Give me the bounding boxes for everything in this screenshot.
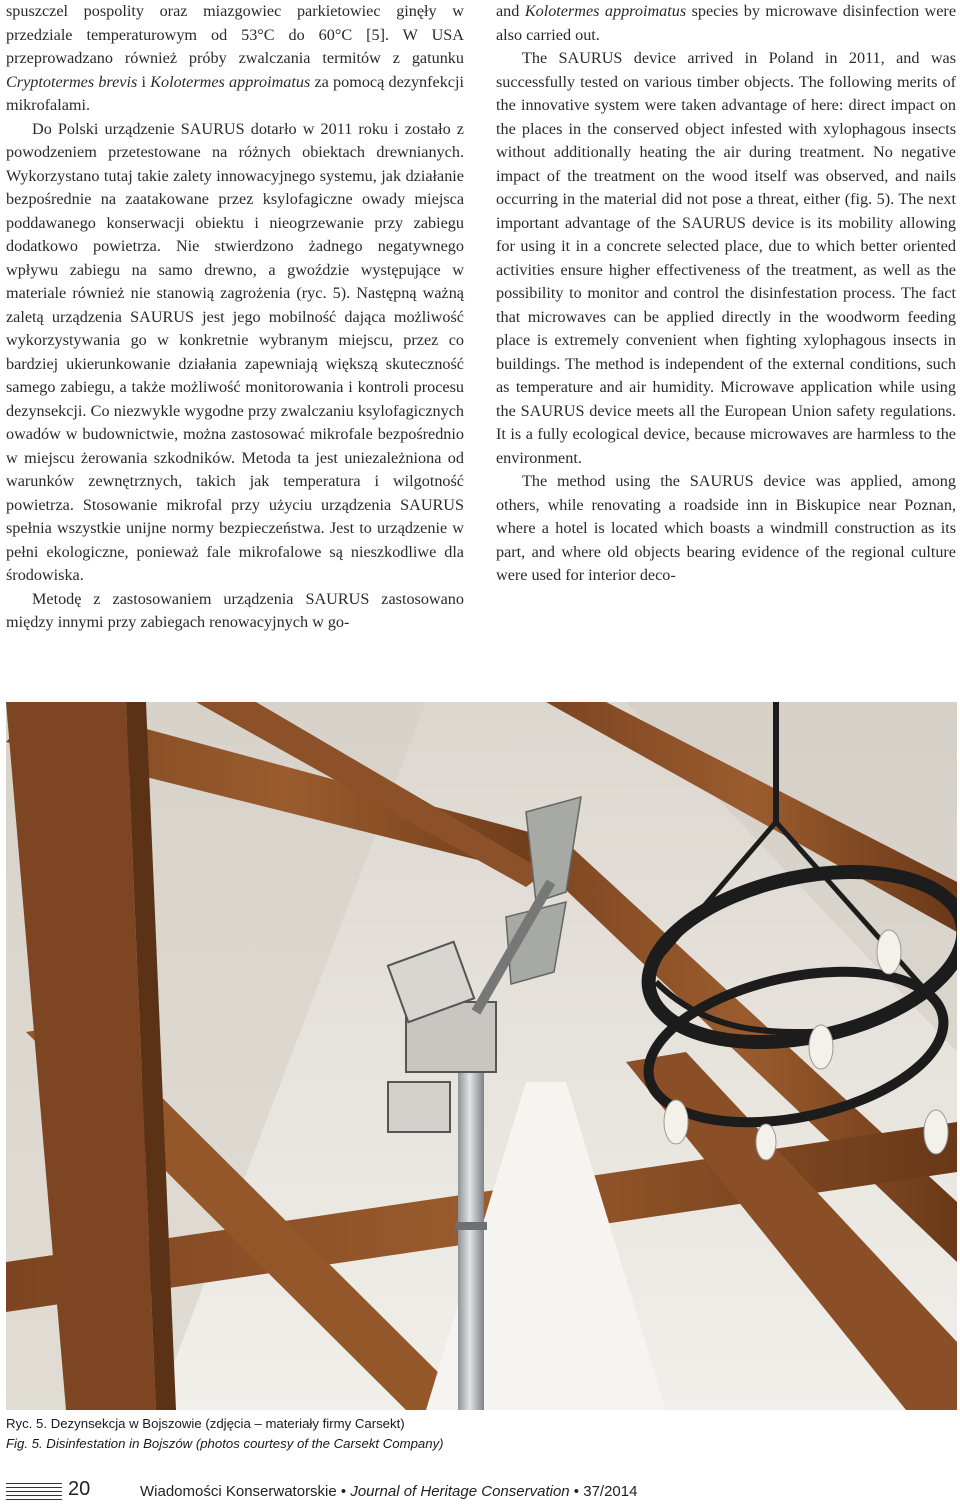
device-lower-box: [388, 1082, 450, 1132]
polish-text-column: [6, 0, 464, 635]
page-footer: [6, 1478, 956, 1508]
bulb-3: [877, 930, 901, 974]
english-paragraph-3: The method using the SAURUS device was applied, among others, while renovating a roadside inn in Biskupice near Poznan, where a hotel is located which boasts a windmill construction as its part, and where old objects bearing evidence of the regional culture were used for interior deco-: [496, 472, 956, 584]
figure-photo: [6, 702, 957, 1410]
figure-caption-polish: Ryc. 5. Dezynsekcja w Bojszowie (zdjęcia – materiały firmy Carsekt): [6, 1416, 405, 1431]
pole-joint: [455, 1222, 487, 1230]
polish-paragraph-1: spuszczel pospolity oraz miazgowiec parkietowiec ginęły w przedziale temperaturowym od 53°C do 60°C [5]. W USA przeprowadzano również próby zwalczania termitów z gatunku Cryptotermes brevis i Kolotermes approimatus za pomocą dezynfekcji mikrofalami.: [6, 2, 464, 114]
bulb-5: [756, 1124, 776, 1160]
roof-truss-photo: [6, 702, 957, 1410]
english-paragraph-2: The SAURUS device arrived in Poland in 2011, and was successfully tested on various timber objects. The following merits of the innovative system were taken advantage of here: direct impact on the places in the conserved object infested with xylophagous insects without additionally heating the air during treatment. No negative impact of the treatment on the wood itself was observed, and nails occurring in the material did not pose a threat, either (fig. 5). The next important advantage of the SAURUS device is its mobility allowing for using it in a concrete selected place, due to which better oriented activities ensure higher effectiveness of the treatment, as well as the possibility to monitor and control the disinfestation process. The fact that microwaves can be applied directly in the woodworm feeding place is extremely convenient when fighting xylophagous insects in buildings. The method is independent of the external conditions, such as temperature and air humidity. Microwave application while using the SAURUS device meets all the European Union safety regulations. It is a fully ecological device, because microwaves are harmless to the environment.: [496, 49, 956, 467]
bulb-2: [809, 1025, 833, 1069]
species-name-en: Kolotermes approimatus: [524, 2, 687, 20]
telescopic-pole: [458, 1032, 484, 1410]
bulb-4: [924, 1110, 948, 1154]
species-name-2: Kolotermes approimatus: [150, 72, 311, 91]
english-text-column: [496, 0, 956, 588]
polish-paragraph-3: Metodę z zastosowaniem urządzenia SAURUS zastosowano między innymi przy zabiegach renowacyjnych w go-: [6, 589, 464, 631]
english-paragraph-1: and Kolotermes approimatus species by microwave disinfection were also carried out.: [496, 2, 957, 44]
species-name-1: Cryptotermes brevis: [6, 72, 138, 91]
figure-caption-english: Fig. 5. Disinfestation in Bojszów (photos courtesy of the Carsekt Company): [6, 1436, 444, 1451]
polish-paragraph-2: Do Polski urządzenie SAURUS dotarło w 2011 roku i zostało z powodzeniem przetestowane na różnych obiektach drewnianych. Wykorzystano tutaj takie zalety innowacyjnego systemu, jak działanie bezpośrednie na zaatakowane przez ksylofagiczne owady miejsca poddawanego konserwacji obiektu i nieogrzewanie przy zabiegu dodatkowo powietrza. Nie stwierdzono żadnego negatywnego wpływu zabiegu na samo drewno, a gwoździe występujące w materiale również nie stanowią zagrożenia (ryc. 5). Następną ważną zaletą urządzenia SAURUS jest jego mobilność dająca możliwość wykorzystywania go w konkretnie wybranym miejscu, przez co bardziej ukierunkowanie działania zapewniają większą skuteczność samego zabiegu, a także możliwość monitorowania i kontroli procesu dezynsekcji. Co niezwykle wygodne przy zwalczaniu ksylofagicznych owadów w budownictwie, można zastosować mikrofale bezpośrednio w miejscu żerowania szkodników. Metoda ta jest uniezależniona od warunków zewnętrznych, takich jak temperatura i wilgotność powietrza. Stosowanie mikrofal przy użyciu urządzenia SAURUS spełnia wszystkie unijne normy bezpieczeństwa. Jest to urządzenie w pełni ekologiczne, ponieważ fale mikrofalowe są nieszkodliwe dla środowiska.: [6, 119, 464, 584]
page-number: 20: [68, 1478, 91, 1500]
bulb-1: [664, 1100, 688, 1144]
journal-title: Wiadomości Konserwatorskie • Journal of Heritage Conservation • 37/2014: [140, 1483, 638, 1500]
footer-rule-lines: [6, 1483, 62, 1503]
